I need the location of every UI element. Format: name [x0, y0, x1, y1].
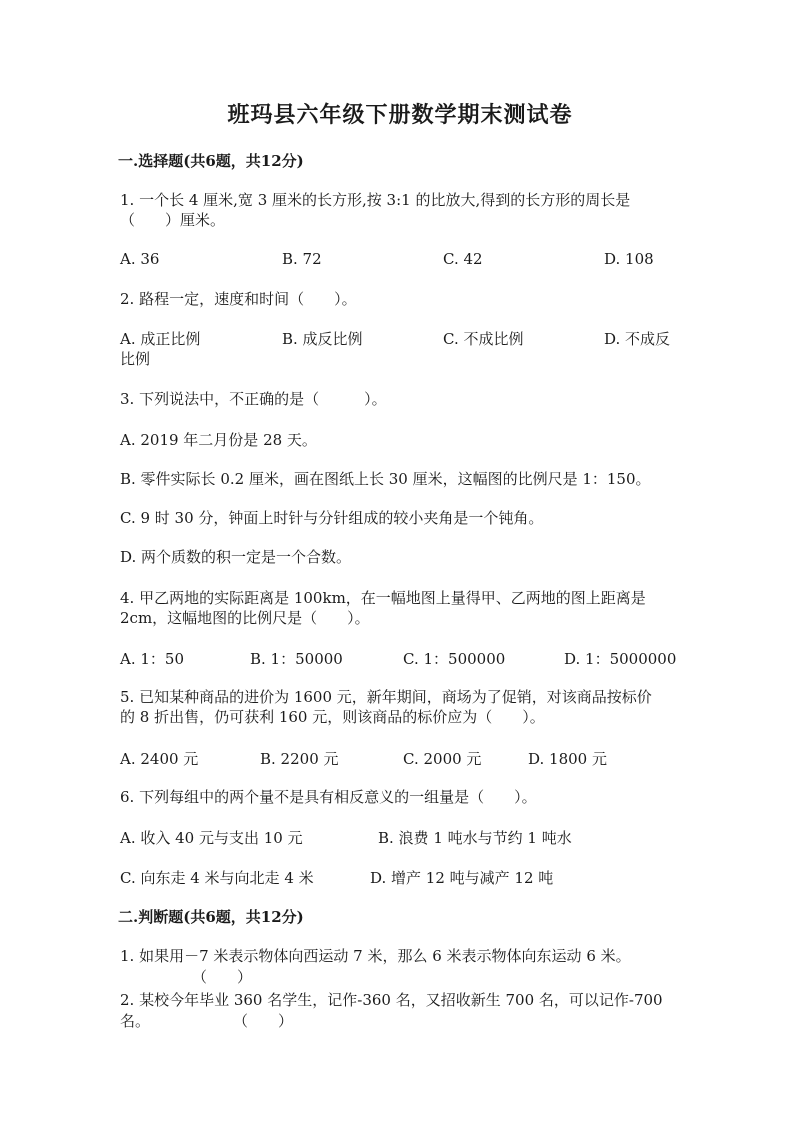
question-1-option-c: C. 42: [443, 250, 483, 268]
question-4-option-a: A. 1：50: [120, 650, 184, 668]
judge-1-answer-paren: （ ）: [192, 968, 253, 986]
question-4-option-c: C. 1：500000: [403, 650, 506, 668]
judge-2-text-cont: 名。: [120, 1012, 151, 1030]
question-5-option-b: B. 2200 元: [260, 750, 339, 768]
question-2-option-b: B. 成反比例: [282, 330, 363, 348]
question-6-option-c: C. 向东走 4 米与向北走 4 米: [120, 869, 314, 887]
section-heading-judge: 二.判断题(共6题，共12分): [118, 908, 304, 926]
question-3-option-b: B. 零件实际长 0.2 厘米，画在图纸上长 30 厘米，这幅图的比例尺是 1：150。: [120, 470, 651, 488]
question-3-text: 3. 下列说法中，不正确的是（ ）。: [120, 390, 387, 408]
question-4-option-b: B. 1：50000: [250, 650, 343, 668]
question-3-option-a: A. 2019 年二月份是 28 天。: [120, 431, 317, 449]
question-1-option-d: D. 108: [604, 250, 654, 268]
question-5-text-cont: 的 8 折出售，仍可获利 160 元，则该商品的标价应为（ ）。: [120, 708, 545, 726]
section-heading-choice: 一.选择题(共6题，共12分): [118, 152, 304, 170]
question-4-text-cont: 2cm，这幅地图的比例尺是（ ）。: [120, 609, 370, 627]
judge-2-text: 2. 某校今年毕业 360 名学生，记作-360 名，又招收新生 700 名，可以记作-700: [120, 991, 663, 1009]
judge-1-text: 1. 如果用－7 米表示物体向西运动 7 米，那么 6 米表示物体向东运动 6 米。: [120, 947, 631, 965]
question-2-text: 2. 路程一定，速度和时间（ ）。: [120, 290, 357, 308]
question-6-text: 6. 下列每组中的两个量不是具有相反意义的一组量是（ ）。: [120, 788, 537, 806]
question-1-option-a: A. 36: [120, 250, 160, 268]
question-4-text: 4. 甲乙两地的实际距离是 100km，在一幅地图上量得甲、乙两地的图上距离是: [120, 589, 646, 607]
question-2-option-a: A. 成正比例: [120, 330, 201, 348]
question-3-option-d: D. 两个质数的积一定是一个合数。: [120, 548, 352, 566]
question-5-option-c: C. 2000 元: [403, 750, 482, 768]
question-4-option-d: D. 1：5000000: [564, 650, 677, 668]
question-1-option-b: B. 72: [282, 250, 322, 268]
question-2-option-d-cont: 比例: [120, 350, 151, 368]
question-2-option-c: C. 不成比例: [443, 330, 524, 348]
question-6-option-d: D. 增产 12 吨与减产 12 吨: [370, 869, 554, 887]
question-5-text: 5. 已知某种商品的进价为 1600 元，新年期间，商场为了促销，对该商品按标价: [120, 688, 652, 706]
page-title: 班玛县六年级下册数学期末测试卷: [227, 102, 573, 128]
question-6-option-b: B. 浪费 1 吨水与节约 1 吨水: [378, 829, 572, 847]
question-2-option-d: D. 不成反: [604, 330, 671, 348]
question-5-option-d: D. 1800 元: [528, 750, 607, 768]
question-3-option-c: C. 9 时 30 分，钟面上时针与分针组成的较小夹角是一个钝角。: [120, 509, 544, 527]
question-1-text-cont: （ ）厘米。: [120, 211, 226, 229]
question-6-option-a: A. 收入 40 元与支出 10 元: [120, 829, 303, 847]
judge-2-answer-paren: （ ）: [233, 1012, 294, 1030]
question-1-text: 1. 一个长 4 厘米,宽 3 厘米的长方形,按 3:1 的比放大,得到的长方形的周长是: [120, 191, 631, 209]
question-5-option-a: A. 2400 元: [120, 750, 199, 768]
